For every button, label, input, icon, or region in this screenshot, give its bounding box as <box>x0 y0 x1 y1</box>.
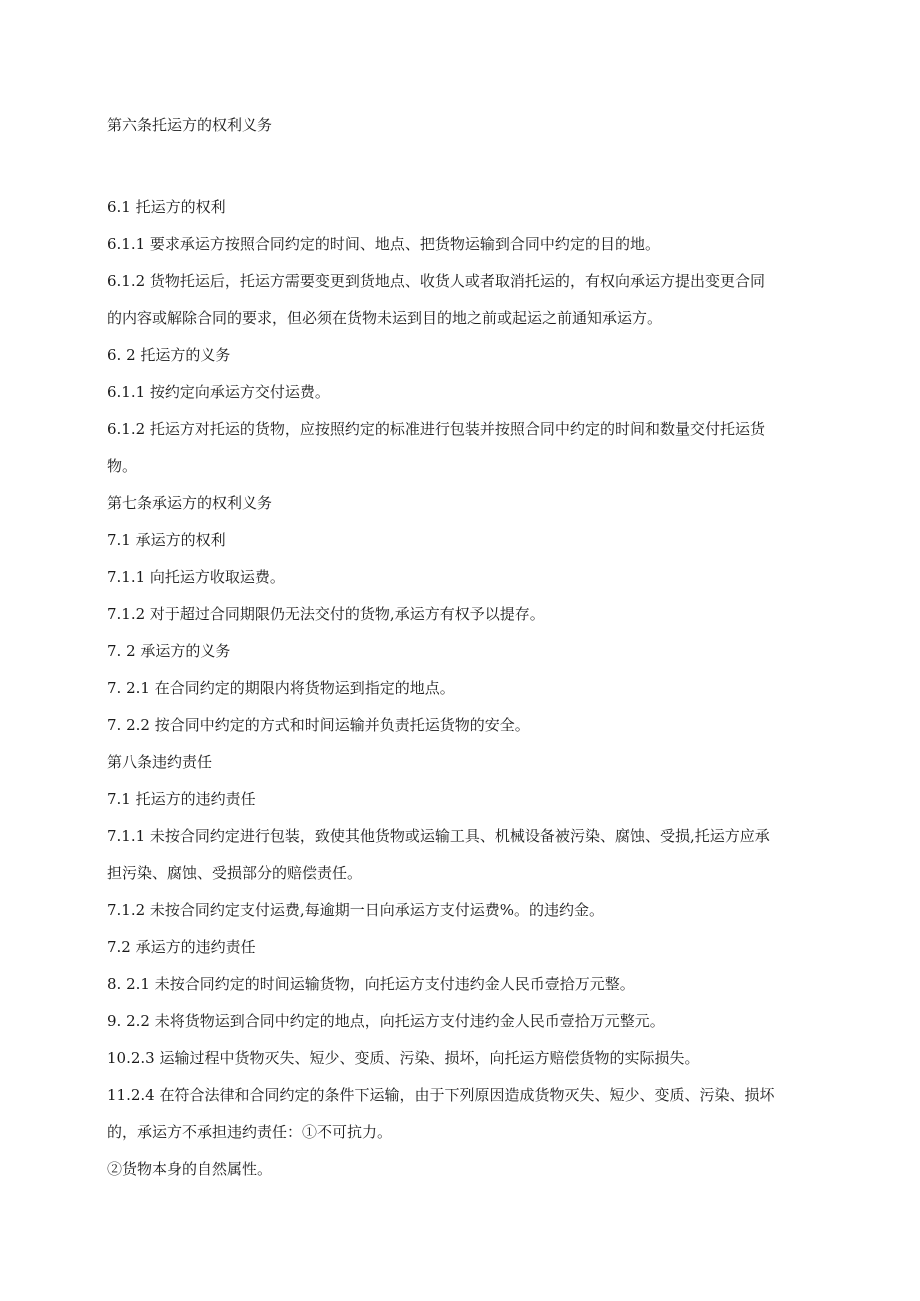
clause-7-1-2: 7.1.2 对于超过合同期限仍无法交付的货物,承运方有权予以提存。 <box>107 605 545 623</box>
clause-7-1-1: 7.1.1 向托运方收取运费。 <box>107 568 285 586</box>
clause-8-2-3: 10.2.3 运输过程中货物灭失、短少、变质、污染、损坏，向托运方赔偿货物的实际损失。 <box>107 1049 700 1067</box>
clause-line: 担污染、腐蚀、受损部分的赔偿责任。 <box>107 864 363 882</box>
article-8-heading: 第八条违约责任 <box>107 753 213 771</box>
clause-7-2-2: 7. 2.2 按合同中约定的方式和时间运输并负责托运货物的安全。 <box>107 716 530 734</box>
clause-6-1-1: 6.1.1 要求承运方按照合同约定的时间、地点、把货物运输到合同中约定的目的地。 <box>107 235 660 253</box>
clause-7-2-1: 7. 2.1 在合同约定的期限内将货物运到指定的地点。 <box>107 679 455 697</box>
clause-6-1: 6.1 托运方的权利 <box>107 198 226 216</box>
clause-6-2-1: 6.1.1 按约定向承运方交付运费。 <box>107 383 330 401</box>
clause-line: 的内容或解除合同的要求，但必须在货物未运到目的地之前或起运之前通知承运方。 <box>107 309 663 327</box>
document-body <box>107 196 813 1180</box>
clause-line: 11.2.4 在符合法律和合同约定的条件下运输，由于下列原因造成货物灭失、短少、变质、污染、损坏 <box>107 1086 775 1104</box>
article-6-heading: 第六条托运方的权利义务 <box>107 116 273 134</box>
article-7-heading: 第七条承运方的权利义务 <box>107 494 273 512</box>
clause-7-1: 7.1 承运方的权利 <box>107 531 226 549</box>
clause-8-2: 7.2 承运方的违约责任 <box>107 938 256 956</box>
clause-line: 的，承运方不承担违约责任：①不可抗力。 <box>107 1123 393 1141</box>
clause-6-2-2 <box>107 418 813 477</box>
clause-8-1: 7.1 托运方的违约责任 <box>107 790 256 808</box>
clause-line: 7.1.1 未按合同约定进行包装，致使其他货物或运输工具、机械设备被污染、腐蚀、受损,托运方应承 <box>107 827 770 845</box>
clause-8-2-4-item-2: ②货物本身的自然属性。 <box>107 1160 273 1178</box>
clause-6-1-2 <box>107 270 813 329</box>
clause-6-2: 6. 2 托运方的义务 <box>107 346 231 364</box>
clause-7-2: 7. 2 承运方的义务 <box>107 642 231 660</box>
clause-8-2-4 <box>107 1084 813 1143</box>
clause-line: 6.1.2 货物托运后，托运方需要变更到货地点、收货人或者取消托运的，有权向承运方提出变更合同 <box>107 272 765 290</box>
clause-8-2-2: 9. 2.2 未将货物运到合同中约定的地点，向托运方支付违约金人民币壹拾万元整元。 <box>107 1012 665 1030</box>
clause-8-1-1 <box>107 825 813 884</box>
clause-8-1-2: 7.1.2 未按合同约定支付运费,每逾期一日向承运方支付运费%。的违约金。 <box>107 901 604 919</box>
clause-8-2-1: 8. 2.1 未按合同约定的时间运输货物，向托运方支付违约金人民币壹拾万元整。 <box>107 975 635 993</box>
clause-line: 物。 <box>107 457 138 475</box>
clause-line: 6.1.2 托运方对托运的货物，应按照约定的标准进行包装并按照合同中约定的时间和数量交付托运货 <box>107 420 765 438</box>
